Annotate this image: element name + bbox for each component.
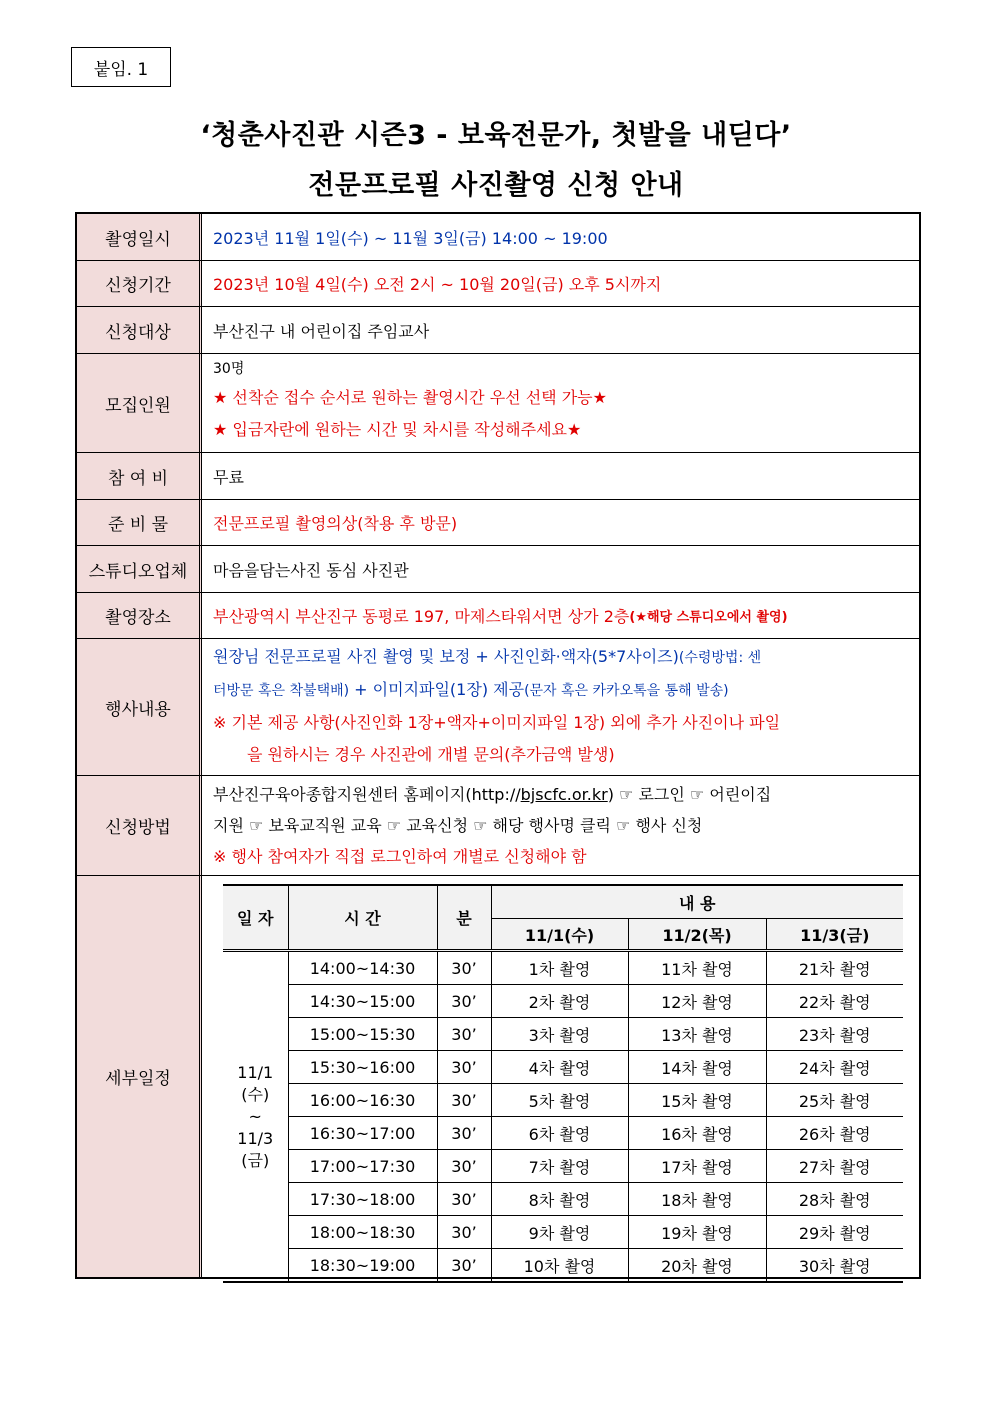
schedule-day3: 23차 촬영 (766, 1018, 903, 1051)
label-apply-period: 신청기간 (77, 261, 202, 306)
schedule-table (223, 884, 903, 1283)
schedule-day3: 27차 촬영 (766, 1150, 903, 1183)
schedule-row (223, 1051, 903, 1084)
schedule-minutes: 30’ (437, 951, 491, 985)
value-studio: 마음을담는사진 동심 사진관 (213, 560, 409, 580)
place-note: (★해당 스튜디오에서 촬영) (629, 610, 788, 625)
schedule-day1: 4차 촬영 (491, 1051, 628, 1084)
schedule-time: 16:00~16:30 (288, 1084, 437, 1117)
label-fee: 참 여 비 (77, 453, 202, 499)
schedule-minutes: 30’ (437, 1249, 491, 1283)
row-place (77, 593, 919, 639)
row-prep (77, 500, 919, 546)
header-day1: 11/1(수) (491, 919, 628, 951)
schedule-row (223, 1117, 903, 1150)
method-line-2: 지원 ☞ 보육교직원 교육 ☞ 교육신청 ☞ 해당 행사명 클릭 ☞ 행사 신청 (213, 816, 703, 835)
schedule-day2: 18차 촬영 (628, 1183, 766, 1216)
label-event: 행사내용 (77, 639, 202, 775)
date-cell-line: ~ (248, 1106, 262, 1126)
schedule-day2: 14차 촬영 (628, 1051, 766, 1084)
schedule-day2: 19차 촬영 (628, 1216, 766, 1249)
recruit-count: 30명 (213, 361, 245, 377)
date-cell-line: (수) (241, 1084, 270, 1104)
schedule-day3: 25차 촬영 (766, 1084, 903, 1117)
event-line-3: ※ 기본 제공 사항(사진인화 1장+액자+이미지파일 1장) 외에 추가 사진이나 파일 (213, 713, 781, 732)
label-target: 신청대상 (77, 307, 202, 353)
header-day3: 11/3(금) (766, 919, 903, 951)
value-target: 부산진구 내 어린이집 주임교사 (213, 321, 430, 341)
info-table (75, 212, 921, 1279)
schedule-day3: 21차 촬영 (766, 951, 903, 985)
event-line-4: 을 원하시는 경우 사진관에 개별 문의(추가금액 발생) (247, 745, 615, 764)
schedule-time: 17:30~18:00 (288, 1183, 437, 1216)
row-method (77, 776, 919, 876)
value-prep: 전문프로필 촬영의상(착용 후 방문) (213, 514, 458, 533)
label-recruit: 모집인원 (77, 354, 202, 452)
schedule-day1: 10차 촬영 (491, 1249, 628, 1283)
schedule-row (223, 1084, 903, 1117)
title-line-1: ‘청춘사진관 시즌3 - 보육전문가, 첫발을 내딛다’ (200, 120, 792, 151)
value-recruit (205, 354, 919, 452)
schedule-time: 14:30~15:00 (288, 985, 437, 1018)
schedule-minutes: 30’ (437, 1183, 491, 1216)
schedule-day1: 1차 촬영 (491, 951, 628, 985)
schedule-time: 17:00~17:30 (288, 1150, 437, 1183)
label-shoot-datetime: 촬영일시 (77, 214, 202, 260)
value-fee: 무료 (213, 467, 244, 487)
date-cell-line: 11/1 (237, 1062, 274, 1082)
schedule-row (223, 1183, 903, 1216)
row-target (77, 307, 919, 354)
label-method: 신청방법 (77, 776, 202, 875)
header-day2: 11/2(목) (628, 919, 766, 951)
schedule-row (223, 985, 903, 1018)
schedule-minutes: 30’ (437, 1150, 491, 1183)
value-place (205, 593, 919, 638)
date-cell-line: 11/3 (237, 1128, 274, 1148)
schedule-day1: 7차 촬영 (491, 1150, 628, 1183)
schedule-time: 14:00~14:30 (288, 951, 437, 985)
schedule-day1: 5차 촬영 (491, 1084, 628, 1117)
schedule-day2: 17차 촬영 (628, 1150, 766, 1183)
schedule-day1: 2차 촬영 (491, 985, 628, 1018)
header-content: 내 용 (491, 885, 903, 919)
schedule-day3: 29차 촬영 (766, 1216, 903, 1249)
schedule-minutes: 30’ (437, 1117, 491, 1150)
value-method (205, 776, 919, 875)
schedule-row (223, 1018, 903, 1051)
schedule-day1: 8차 촬영 (491, 1183, 628, 1216)
schedule-day2: 13차 촬영 (628, 1018, 766, 1051)
schedule-day1: 6차 촬영 (491, 1117, 628, 1150)
schedule-day2: 15차 촬영 (628, 1084, 766, 1117)
recruit-note-2: ★ 입금자란에 원하는 시간 및 차시를 작성해주세요★ (213, 420, 582, 439)
schedule-time: 18:00~18:30 (288, 1216, 437, 1249)
header-minutes: 분 (437, 885, 491, 951)
attachment-label: 붙임. 1 (71, 47, 171, 87)
value-shoot-datetime: 2023년 11월 1일(수) ~ 11월 3일(금) 14:00 ~ 19:00 (213, 228, 608, 248)
schedule-time: 18:30~19:00 (288, 1249, 437, 1283)
recruit-note-1: ★ 선착순 접수 순서로 원하는 촬영시간 우선 선택 가능★ (213, 388, 607, 407)
schedule-day2: 11차 촬영 (628, 951, 766, 985)
schedule-minutes: 30’ (437, 985, 491, 1018)
value-event (205, 639, 919, 775)
date-cell-line: (금) (241, 1150, 270, 1170)
label-studio: 스튜디오업체 (77, 546, 202, 592)
value-apply-period: 2023년 10월 4일(수) 오전 2시 ~ 10월 20일(금) 오후 5시까지 (213, 275, 662, 294)
schedule-row (223, 1216, 903, 1249)
schedule-row (223, 951, 903, 985)
schedule-day3: 22차 촬영 (766, 985, 903, 1018)
schedule-minutes: 30’ (437, 1018, 491, 1051)
row-schedule (77, 876, 919, 1277)
event-line-2: 터방문 혹은 착불택배) + 이미지파일(1장) 제공(문자 혹은 카카오톡을 통해 발송) (213, 680, 729, 699)
label-prep: 준 비 물 (77, 500, 202, 545)
homepage-link[interactable]: bjscfc.or.kr (520, 785, 608, 804)
schedule-day3: 30차 촬영 (766, 1249, 903, 1283)
schedule-day3: 26차 촬영 (766, 1117, 903, 1150)
row-fee (77, 453, 919, 500)
schedule-minutes: 30’ (437, 1216, 491, 1249)
schedule-day3: 24차 촬영 (766, 1051, 903, 1084)
row-recruit (77, 354, 919, 453)
schedule-time: 15:30~16:00 (288, 1051, 437, 1084)
schedule-time: 16:30~17:00 (288, 1117, 437, 1150)
header-time: 시 간 (288, 885, 437, 951)
schedule-day1: 3차 촬영 (491, 1018, 628, 1051)
row-studio (77, 546, 919, 593)
schedule-day2: 12차 촬영 (628, 985, 766, 1018)
header-date: 일 자 (223, 885, 288, 951)
schedule-day2: 20차 촬영 (628, 1249, 766, 1283)
title-line-2: 전문프로필 사진촬영 신청 안내 (308, 170, 684, 201)
label-schedule: 세부일정 (77, 876, 202, 1277)
row-apply-period (77, 261, 919, 307)
schedule-time: 15:00~15:30 (288, 1018, 437, 1051)
row-shoot-datetime (77, 214, 919, 261)
schedule-day2: 16차 촬영 (628, 1117, 766, 1150)
label-place: 촬영장소 (77, 593, 202, 638)
method-line-3: ※ 행사 참여자가 직접 로그인하여 개별로 신청해야 함 (213, 847, 587, 866)
schedule-day1: 9차 촬영 (491, 1216, 628, 1249)
row-event (77, 639, 919, 776)
schedule-minutes: 30’ (437, 1051, 491, 1084)
method-line-1: 부산진구육아종합지원센터 홈페이지(http://bjscfc.or.kr) ☞ 로그인 ☞ 어린이집 (213, 785, 772, 804)
schedule-row (223, 1249, 903, 1283)
schedule-row (223, 1150, 903, 1183)
schedule-date-cell (223, 951, 288, 1283)
event-line-1: 원장님 전문프로필 사진 촬영 및 보정 + 사진인화·액자(5*7사이즈)(수령방법: 센 (213, 647, 762, 666)
schedule-minutes: 30’ (437, 1084, 491, 1117)
place-address: 부산광역시 부산진구 동평로 197, 마제스타워서면 상가 2층 (213, 607, 630, 626)
schedule-day3: 28차 촬영 (766, 1183, 903, 1216)
